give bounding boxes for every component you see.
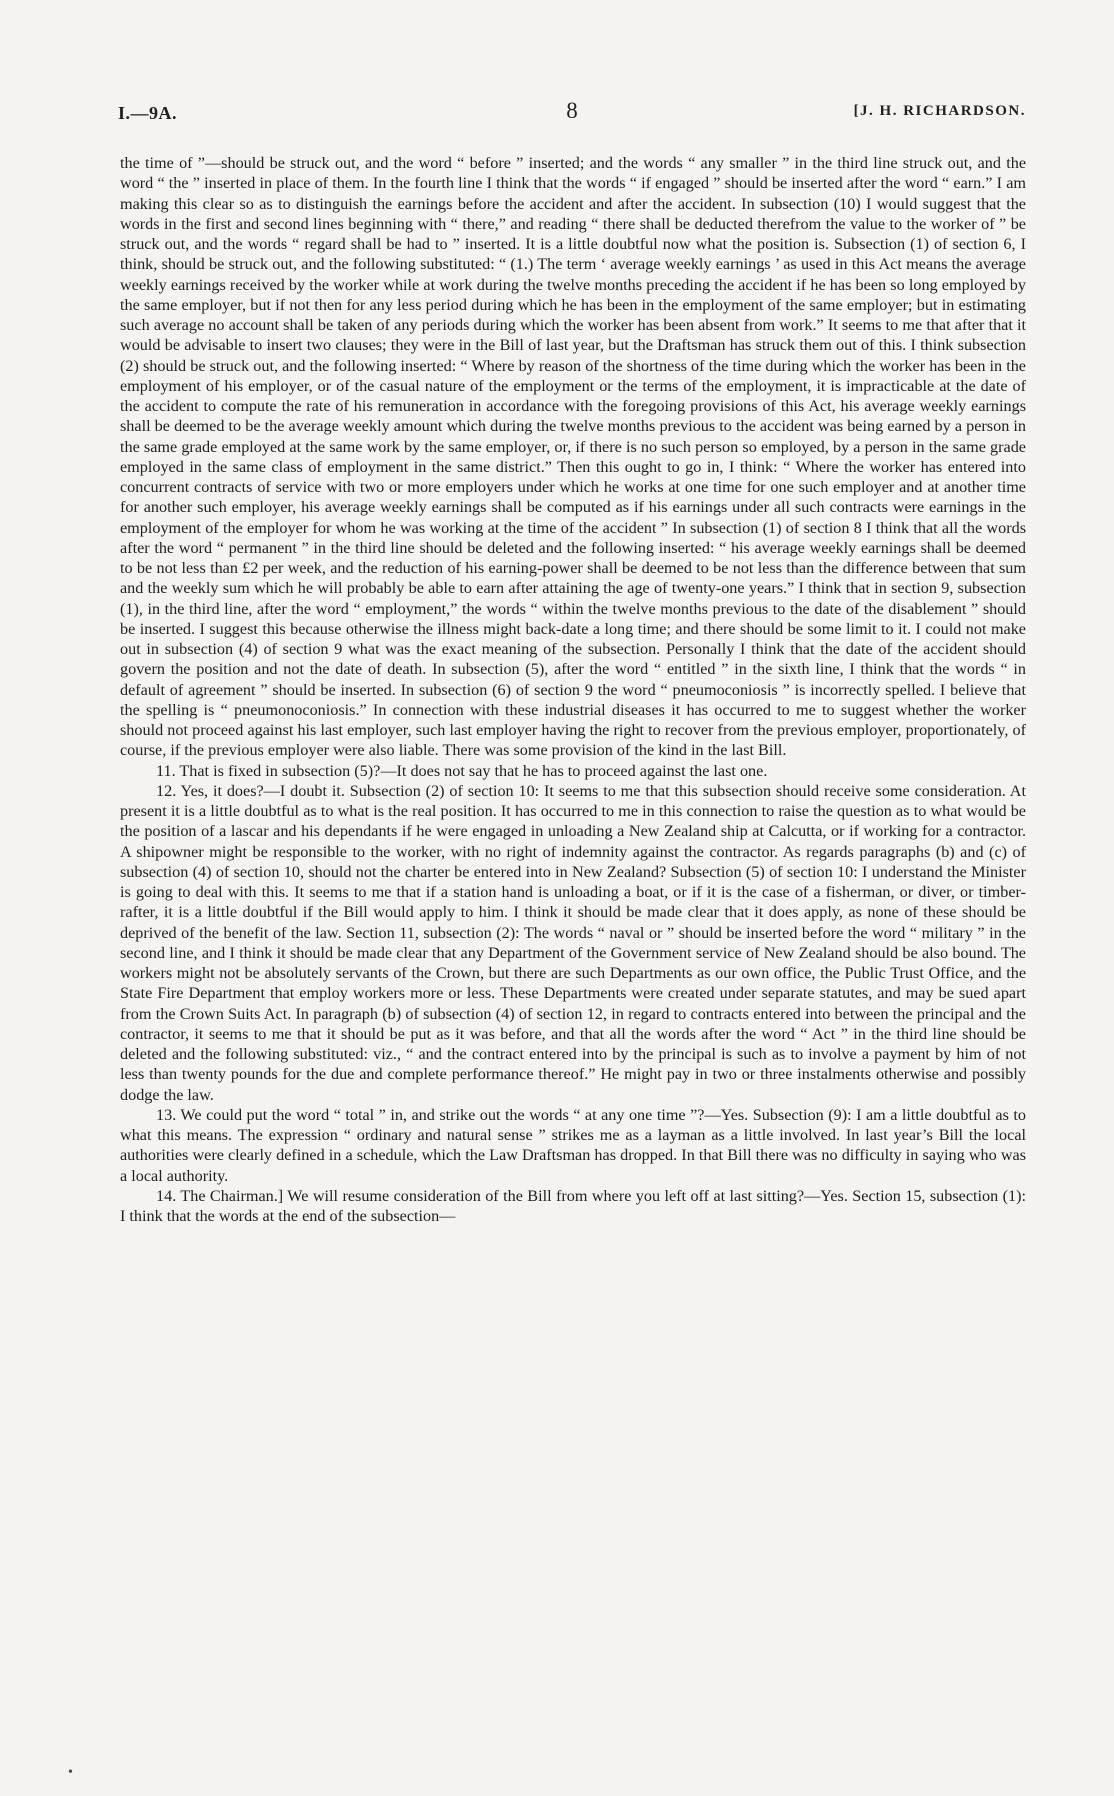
paragraph-question-12: 12. Yes, it does?—I doubt it. Subsection (2) of section 10: It seems to me that this subsection should receive some consideration. At present it is a little doubtful as to what is the real position. It has occurred to me in this connection to raise the question as to what would be the position of a lascar and his dependants if he were engaged in unloading a New Zealand ship at Calcutta, or if working for a contractor. A shipowner might be responsible to the worker, with no right of indemnity against the contractor. As regards paragraphs (b) and (c) of subsection (4) of section 10, should not the charter be entered into in New Zealand? Subsection (5) of section 10: I understand the Minister is going to deal with this. It seems to me that if a station hand is unloading a boat, or if it is the case of a fisherman, or diver, or timber-rafter, it is a little doubtful if the Bill would apply to him. I think it should be made clear that it does apply, as none of these should be deprived of the benefit of the law. Section 11, subsection (2): The words “ naval or ” should be inserted before the word “ military ” in the second line, and I think it should be made clear that any Department of the Government service of New Zealand should be also bound. The workers might not be absolutely servants of the Crown, but there are such Departments as our own office, the Public Trust Office, and the State Fire Department that employ workers more or less. These Departments were created under separate statutes, and may be sued apart from the Crown Suits Act. In paragraph (b) of subsection (4) of section 12, in regard to contracts entered into between the principal and the contractor, it seems to me that it should be put as it was before, and that all the words after the word “ Act ” in the third line should be deleted and the following substituted: viz., “ and the contract entered into by the principal is such as to involve a payment by him of not less than twenty pounds for the due and complete performance thereof.” He might pay in two or three instalments otherwise and possibly dodge the law. [120, 781, 1026, 1104]
paragraph-question-14: 14. The Chairman.] We will resume consideration of the Bill from where you left off at last sitting?—Yes. Section 15, subsection (1): I think that the words at the end of the subsection— [120, 1186, 1026, 1225]
page-number: 8 [566, 98, 578, 123]
witness-name: [J. H. RICHARDSON. [853, 103, 1026, 119]
paragraph-question-13: 13. We could put the word “ total ” in, and strike out the words “ at any one time ”?—Yes. Subsection (9): I am a little doubtful as to what this means. The expression “ ordinary and natural sense ” strikes me as a layman as a little involved. In last year’s Bill the local authorities were clearly defined in a schedule, which the Law Draftsman has dropped. In that Bill there was no difficulty in saying who was a local authority. [120, 1105, 1026, 1185]
paragraph-question-11: 11. That is fixed in subsection (5)?—It does not say that he has to proceed against the last one. [156, 761, 768, 780]
body-text [120, 153, 1026, 1226]
paper-reference: I.—9A. [118, 103, 178, 123]
paragraph-continued: the time of ”—should be struck out, and the word “ before ” inserted; and the words “ any smaller ” in the third line struck out, and the word “ the ” inserted in place of them. In the fourth line I think that the words “ if engaged ” should be inserted after the word “ earn.” I am making this clear so as to distinguish the earnings before the accident and after the accident. In subsection (10) I would suggest that the words in the first and second lines beginning with “ there,” and reading “ there shall be deducted therefrom the value to the worker of ” be struck out, and the words “ regard shall be had to ” inserted. It is a little doubtful now what the position is. Subsection (1) of section 6, I think, should be struck out, and the following substituted: “ (1.) The term ‘ average weekly earnings ’ as used in this Act means the average weekly earnings received by the worker while at work during the twelve months preceding the accident if he has been so long employed by the same employer, but if not then for any less period during which he has been in the employment of the same employer; but in estimating such average no account shall be taken of any periods during which the worker has been absent from work.” It seems to me that after that it would be advisable to insert two clauses; they were in the Bill of last year, but the Draftsman has struck them out of this. I think subsection (2) should be struck out, and the following inserted: “ Where by reason of the shortness of the time during which the worker has been in the employment of his employer, or of the casual nature of the employment or the terms of the employment, it is impracticable at the date of the accident to compute the rate of his remuneration in accordance with the foregoing provisions of this Act, his average weekly earnings shall be deemed to be the average weekly amount which during the twelve months previous to the accident was being earned by a person in the same grade employed at the same work by the same employer, or, if there is no such person so employed, by a person in the same grade employed in the same class of employment in the same district.” Then this ought to go in, I think: “ Where the worker has entered into concurrent contracts of service with two or more employers under which he works at one time for one such employer and at another time for another such employer, his average weekly earnings shall be computed as if his earnings under all such contracts were earnings in the employment of the employer for whom he was working at the time of the accident ” In subsection (1) of section 8 I think that all the words after the word “ permanent ” in the third line should be deleted and the following inserted: “ his average weekly earnings shall be deemed to be not less than £2 per week, and the reduction of his earning-power shall be deemed to be not less than the difference between that sum and the weekly sum which he will probably be able to earn after attaining the age of twenty-one years.” I think that in section 9, subsection (1), in the third line, after the word “ employment,” the words “ within the twelve months previous to the date of the disablement ” should be inserted. I suggest this because otherwise the illness might back-date a long time; and there should be some limit to it. I could not make out in subsection (4) of section 9 what was the exact meaning of the subsection. Personally I think that the date of the accident should govern the position and not the date of death. In subsection (5), after the word “ entitled ” in the sixth line, I think that the words “ in default of agreement ” should be inserted. In subsection (6) of section 9 the word “ pneumoconiosis ” is incorrectly spelled. I believe that the spelling is “ pneumonoconiosis.” In connection with these industrial diseases it has occurred to me to suggest whether the worker should not proceed against his last employer, such last employer having the right to recover from the previous employer, proportionately, of course, if the previous employer were also liable. There was some provision of the kind in the last Bill. [120, 154, 1026, 760]
running-header [118, 98, 1026, 131]
margin-mark: • [68, 1765, 73, 1780]
